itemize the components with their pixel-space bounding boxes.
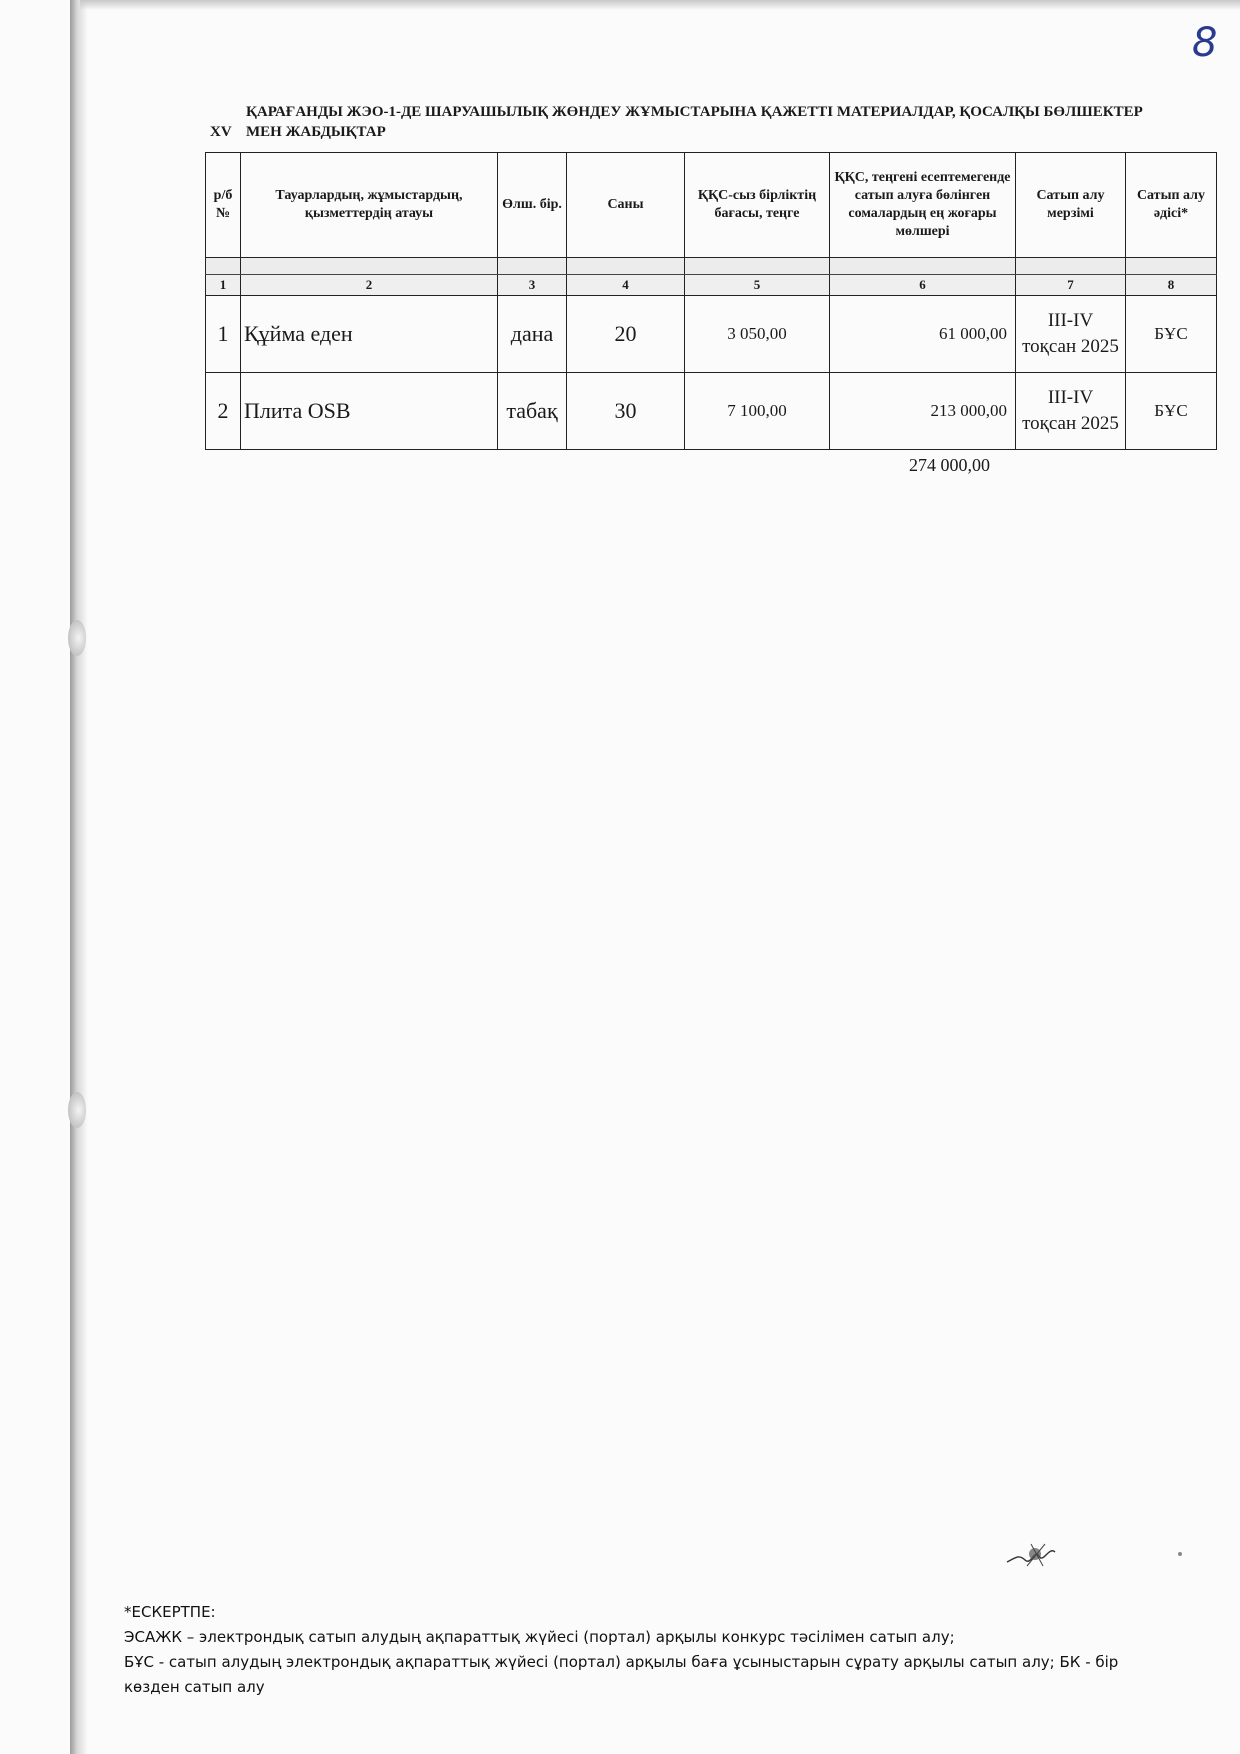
table-row: [206, 373, 1217, 450]
separator-row: [206, 258, 1217, 275]
column-number: 1: [206, 275, 241, 296]
column-number: 6: [830, 275, 1016, 296]
cell-price: 3 050,00: [685, 296, 830, 373]
header-period: Сатып алу мерзімі: [1016, 153, 1126, 258]
cell-amount: 61 000,00: [830, 296, 1016, 373]
header-method: Сатып алу әдісі*: [1126, 153, 1217, 258]
header-row: [206, 153, 1217, 258]
cell-qty: 30: [567, 373, 685, 450]
signature-mark: [1005, 1540, 1057, 1570]
header-amount: ҚҚС, теңгені есептемегенде сатып алуға бөлінген сомалардың ең жоғары мөлшері: [830, 153, 1016, 258]
cell-no: 1: [206, 296, 241, 373]
top-edge-shadow: [80, 0, 1240, 10]
header-unit: Өлш. бір.: [498, 153, 567, 258]
note-bus-bk: БҰС - сатып алудың электрондық ақпараттық жүйесі (портал) арқылы баға ұсыныстарын сұрату арқылы сатып алу; БК - бір көзден сатып алу: [124, 1653, 1119, 1696]
cell-name: Құйма еден: [241, 296, 498, 373]
document-title: ҚАРАҒАНДЫ ЖЭО-1-ДЕ ШАРУАШЫЛЫҚ ЖӨНДЕУ ЖҰМЫСТАРЫНА ҚАЖЕТТІ МАТЕРИАЛДАР, ҚОСАЛҚЫ БӨЛШЕКТЕР МЕН ЖАБДЫҚТАР: [246, 104, 1143, 140]
notes-heading: *ЕСКЕРТПЕ:: [124, 1603, 216, 1621]
cell-method: БҰС: [1126, 296, 1217, 373]
cell-method: БҰС: [1126, 373, 1217, 450]
period-quarters: ІІІ-ІV: [1047, 310, 1094, 331]
note-esazhk: ЭСАЖК – электрондық сатып алудың ақпараттық жүйесі (портал) арқылы конкурс тәсілімен сатып алу;: [124, 1628, 955, 1646]
cell-unit: дана: [498, 296, 567, 373]
header-qty: Саны: [567, 153, 685, 258]
column-number: 3: [498, 275, 567, 296]
cell-name: Плита OSB: [241, 373, 498, 450]
binding-shadow: [70, 0, 88, 1754]
header-price: ҚҚС-сыз бірліктің бағасы, теңге: [685, 153, 830, 258]
cell-period: [1016, 373, 1126, 450]
footnotes: [124, 1600, 1144, 1700]
period-year: тоқсан 2025: [1022, 336, 1119, 357]
section-number: XV: [210, 124, 232, 140]
column-number: 7: [1016, 275, 1126, 296]
scan-speck: [1178, 1552, 1182, 1556]
table-row: [206, 296, 1217, 373]
column-number: 5: [685, 275, 830, 296]
procurement-table: [205, 152, 1217, 450]
cell-no: 2: [206, 373, 241, 450]
column-number: 2: [241, 275, 498, 296]
period-quarters: ІІІ-ІV: [1047, 387, 1094, 408]
column-number: 4: [567, 275, 685, 296]
header-no: р/б №: [206, 153, 241, 258]
punch-hole-bottom: [68, 1092, 86, 1128]
column-number: 8: [1126, 275, 1217, 296]
header-name: Тауарлардың, жұмыстардың, қызметтердің атауы: [241, 153, 498, 258]
cell-qty: 20: [567, 296, 685, 373]
table-total: 274 000,00: [909, 455, 990, 475]
cell-unit: табақ: [498, 373, 567, 450]
cell-price: 7 100,00: [685, 373, 830, 450]
punch-hole-top: [68, 620, 86, 656]
cell-period: [1016, 296, 1126, 373]
column-number-row: [206, 275, 1217, 296]
period-year: тоқсан 2025: [1022, 413, 1119, 434]
cell-amount: 213 000,00: [830, 373, 1016, 450]
handwritten-page-number: 8: [1192, 20, 1218, 66]
